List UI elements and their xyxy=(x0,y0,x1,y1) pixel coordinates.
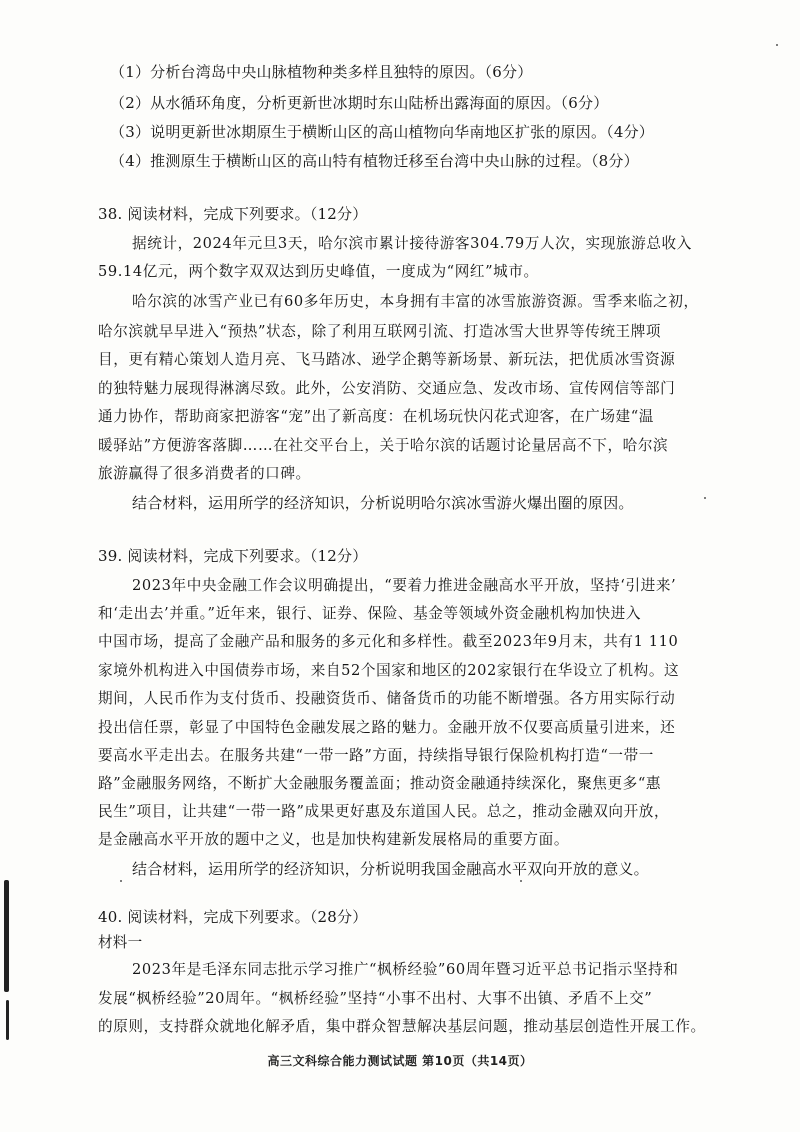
q39-paragraph-line: 2023年中央金融工作会议明确提出，“要着力推进金融高水平开放，坚持‘引进来’ xyxy=(132,577,677,594)
question-40-title: 40. 阅读材料，完成下列要求。（28分） xyxy=(98,908,368,926)
q39-paragraph-line: 中国市场，提高了金融产品和服务的多元化和多样性。截至2023年9月末，共有1 110 xyxy=(98,633,679,650)
question-39-title: 39. 阅读材料，完成下列要求。（12分） xyxy=(98,547,368,565)
scan-edge-mark xyxy=(4,880,9,992)
scan-edge-mark xyxy=(6,1000,9,1040)
q39-paragraph-line: 投出信任票，彰显了中国特色金融发展之路的魅力。金融开放不仅要高质量引进来，还 xyxy=(98,719,676,736)
q40-material-label: 材料一 xyxy=(98,934,143,951)
q39-paragraph-line: 和‘走出去’并重。”近年来，银行、证券、保险、基金等领域外资金融机构加快进入 xyxy=(98,605,642,622)
question-38-title: 38. 阅读材料，完成下列要求。（12分） xyxy=(98,205,368,223)
prev-question-item-2: （2）从水循环角度，分析更新世冰期时东山陆桥出露海面的原因。（6分） xyxy=(110,94,609,112)
q38-paragraph-line: 的独特魅力展现得淋漓尽致。此外，公安消防、交通应急、发改市场、宣传网信等部门 xyxy=(98,380,676,397)
q39-task: 结合材料，运用所学的经济知识，分析说明我国金融高水平双向开放的意义。 xyxy=(132,860,649,878)
q38-paragraph-line: 旅游赢得了很多消费者的口碑。 xyxy=(98,465,311,482)
q38-paragraph-line: 据统计，2024年元旦3天，哈尔滨市累计接待游客304.79万人次，实现旅游总收入 xyxy=(132,235,692,252)
q39-paragraph-line: 期间，人民币作为支付货币、投融资货币、储备货币的功能不断增强。各方用实际行动 xyxy=(98,690,676,707)
q39-paragraph-line: 路”金融服务网络，不断扩大金融服务覆盖面；推动资金融通持续深化，聚焦更多“惠 xyxy=(98,775,662,792)
q39-paragraph-line: 是金融高水平开放的题中之义，也是加快构建新发展格局的重要方面。 xyxy=(98,831,570,848)
prev-question-item-3: （3）说明更新世冰期原生于横断山区的高山植物向华南地区扩张的原因。（4分） xyxy=(110,123,654,141)
q38-paragraph-line: 暖驿站”方便游客落脚……在社交平台上，关于哈尔滨的话题讨论量居高不下，哈尔滨 xyxy=(98,437,669,454)
q38-paragraph-line: 哈尔滨的冰雪产业已有60多年历史，本身拥有丰富的冰雪旅游资源。雪季来临之初， xyxy=(132,293,699,310)
q40-paragraph-line: 发展“枫桥经验”20周年。“枫桥经验”坚持“小事不出村、大事不出镇、矛盾不上交” xyxy=(98,990,653,1007)
scan-speck xyxy=(120,880,122,882)
q40-paragraph-line: 的原则，支持群众就地化解矛盾，集中群众智慧解决基层问题，推动基层创造性开展工作。 xyxy=(98,1018,706,1035)
scan-speck xyxy=(520,880,522,882)
prev-question-item-1: （1）分析台湾岛中央山脉植物种类多样且独特的原因。（6分） xyxy=(110,63,533,81)
q39-paragraph-line: 家境外机构进入中国债券市场，来自52个国家和地区的202家银行在华设立了机构。这 xyxy=(98,662,680,679)
q38-task: 结合材料，运用所学的经济知识，分析说明哈尔滨冰雪游火爆出圈的原因。 xyxy=(132,494,634,512)
q38-paragraph-line: 59.14亿元，两个数字双双达到历史峰值，一度成为“网红”城市。 xyxy=(98,263,539,280)
page-footer: 高三文科综合能力测试试题 第10页（共14页） xyxy=(267,1054,533,1068)
scan-speck xyxy=(776,44,778,46)
prev-question-item-4: （4）推测原生于横断山区的高山特有植物迁移至台湾中央山脉的过程。（8分） xyxy=(110,152,639,170)
q38-paragraph-line: 通力协作，帮助商家把游客“宠”出了新高度：在机场玩快闪花式迎客，在广场建“温 xyxy=(98,408,654,425)
q38-paragraph-line: 目，更有精心策划人造月亮、飞马踏冰、逊学企鹅等新场景、新玩法，把优质冰雪资源 xyxy=(98,351,676,368)
scan-speck xyxy=(704,497,706,499)
q38-paragraph-line: 哈尔滨就早早进入“预热”状态，除了利用互联网引流、打造冰雪大世界等传统王牌项 xyxy=(98,323,662,340)
q39-paragraph-line: 民生”项目，让共建“一带一路”成果更好惠及东道国人民。总之，推动金融双向开放， xyxy=(98,803,670,820)
q39-paragraph-line: 要高水平走出去。在服务共建“一带一路”方面，持续指导银行保险机构打造“一带一 xyxy=(98,747,654,764)
q40-paragraph-line: 2023年是毛泽东同志批示学习推广“枫桥经验”60周年暨习近平总书记指示坚持和 xyxy=(132,961,679,978)
